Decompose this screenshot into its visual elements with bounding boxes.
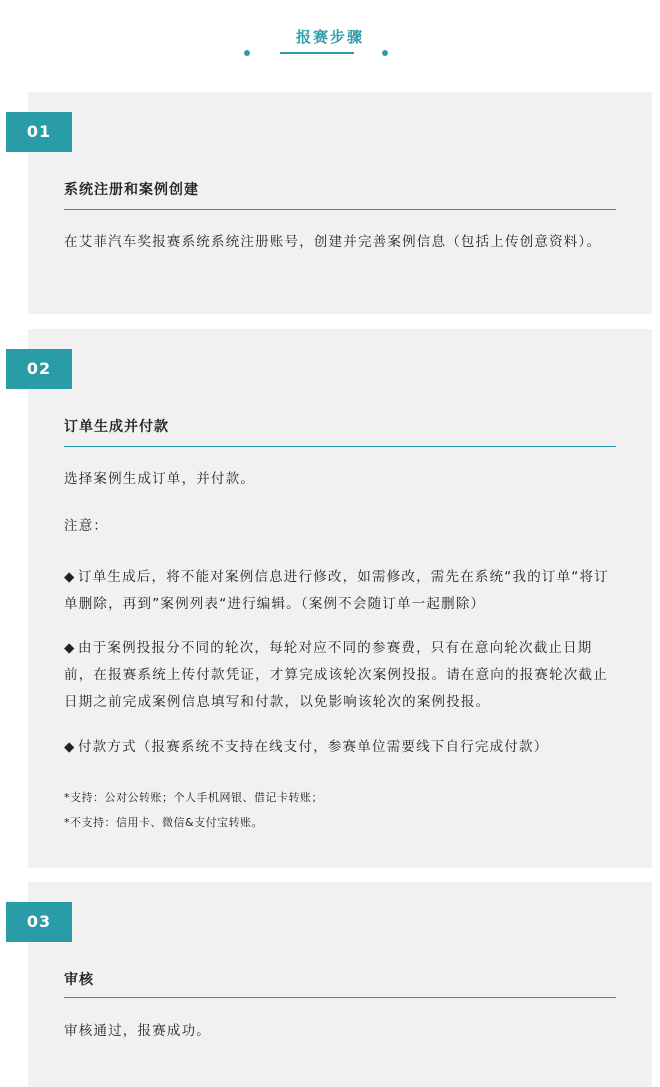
step-description: 审核通过，报赛成功。 [64, 1023, 211, 1039]
left-dot-decoration [244, 50, 250, 56]
bullet-text: 由于案例投报分不同的轮次，每轮对应不同的参赛费，只有在意向轮次截止日期前，在报赛系统上传付款凭证，才算完成该轮次案例投报。请在意向的报赛轮次截止日期之前完成案例信息填写和付款，以免影响该轮次的案例投报。 [64, 640, 608, 710]
right-dot-decoration [382, 50, 388, 56]
step-number-badge: 03 [6, 902, 72, 942]
step-intro: 选择案例生成订单，并付款。 [64, 471, 256, 487]
step-description: 在艾菲汽车奖报赛系统系统注册账号，创建并完善案例信息（包括上传创意资料）。 [64, 234, 602, 250]
step-number-badge: 02 [6, 349, 72, 389]
step-divider [64, 997, 616, 998]
page-title: 报赛步骤 [295, 28, 364, 46]
diamond-bullet-icon: ◆ [64, 640, 76, 656]
step-card-03 [28, 882, 652, 1087]
bullet-text: 订单生成后，将不能对案例信息进行修改，如需修改，需先在系统“我的订单“将订单删除，再到”案例列表“进行编辑。（案例不会随订单一起删除） [64, 569, 609, 612]
step-divider [64, 446, 616, 447]
bullet-item [64, 734, 620, 761]
title-underline [280, 52, 354, 54]
step-title: 审核 [64, 972, 94, 988]
step-title: 系统注册和案例创建 [64, 182, 199, 198]
step-number-badge: 01 [6, 112, 72, 152]
bullet-text: 付款方式（报赛系统不支持在线支付，参赛单位需要线下自行完成付款） [78, 739, 549, 755]
step-card-02 [28, 329, 652, 868]
bullet-item [64, 635, 620, 716]
diamond-bullet-icon: ◆ [64, 739, 76, 755]
section-header [0, 0, 660, 70]
note-label: 注意： [64, 518, 109, 534]
step-card-01 [28, 92, 652, 314]
supported-payment-note: *支持：公对公转账；个人手机网银、借记卡转账； [64, 791, 323, 804]
bullet-item [64, 564, 620, 618]
step-title: 订单生成并付款 [64, 419, 169, 435]
diamond-bullet-icon: ◆ [64, 569, 76, 585]
unsupported-payment-note: *不支持：信用卡、微信&支付宝转账。 [64, 816, 264, 829]
step-divider [64, 209, 616, 210]
